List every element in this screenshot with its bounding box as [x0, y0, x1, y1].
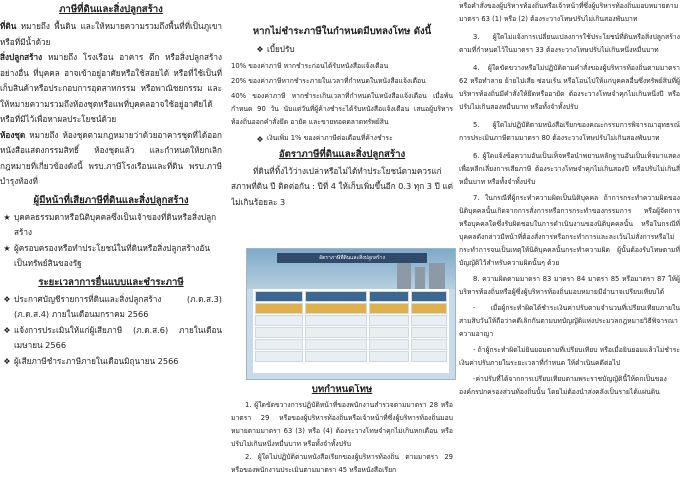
- star-icon: ★: [3, 212, 11, 222]
- table-cell: [305, 291, 367, 302]
- list-item: [0, 292, 222, 323]
- def-building: [0, 50, 222, 128]
- heading-punishment: บทกำหนดโทษ: [311, 384, 373, 395]
- table-cell: [411, 291, 447, 302]
- list-item: [0, 241, 222, 272]
- column-left: [0, 0, 222, 500]
- paragraph: -ค่าปรับที่ได้จากการเปรียบเทียบตามพระราชบัญญัตินี้ให้ตกเป็นขององค์กรปกครองส่วนท้องถิ่นนั้น โดยไม่ต้องนำส่งคลังเป็นรายได้แผ่นดิน: [459, 375, 667, 396]
- heading-schedule: ระยะเวลาการยื่นแบบและชำระภาษี: [38, 276, 184, 288]
- diamond-icon: ❖: [256, 134, 264, 144]
- schedule-item-text: ประกาศบัญชีรายการที่ดินและสิ่งปลูกสร้าง (ภ.ด.ส.3) (ภ.ด.ส.4) ภายในเดือนมกราคม 2566: [14, 293, 222, 319]
- building-shape: [415, 267, 425, 289]
- list-item: [0, 210, 222, 241]
- paragraph: 3. ผู้ใดไม่แจ้งการเปลี่ยนแปลงการใช้ประโยชน์ที่ดินหรือสิ่งปลูกสร้างตามที่กำหนดไว้ในมาตรา 33 ต้องระวางโทษปรับไม่เกินหนึ่งหมื่นบาท: [459, 33, 680, 54]
- table-cell: [369, 291, 409, 302]
- building-shape: [397, 259, 411, 289]
- def-land: [0, 19, 222, 50]
- building-shape: [429, 263, 445, 289]
- table-cell: [255, 327, 303, 338]
- table-cell: [255, 351, 303, 362]
- table-cell: [369, 327, 409, 338]
- image-table: [253, 289, 449, 373]
- list-item: [0, 323, 222, 354]
- heading-rates: อัตราภาษีที่ดินและสิ่งปลูกสร้าง: [278, 148, 406, 160]
- table-cell: [369, 303, 409, 314]
- diamond-icon: ❖: [256, 45, 264, 54]
- def-condo-label: ห้องชุด: [0, 129, 26, 140]
- def-condo: [0, 128, 222, 190]
- paragraph: 6. ผู้ใดแจ้งข้อความอันเป็นเท็จหรือนำพยานหลักฐานอันเป็นเท็จมาแสดงเพื่อหลีกเลี่ยงการเสียภาษี ต้องระวางโทษจำคุกไม่เกินสองปี หรือปรับไม่เกินสี่หมื่นบาท หรือทั้งจำทั้งปรับ: [459, 152, 680, 186]
- table-cell: [369, 351, 409, 362]
- table-cell: [369, 339, 409, 350]
- paragraph: 7. ในกรณีที่ผู้กระทำความผิดเป็นนิติบุคคล ถ้าการกระทำความผิดของ นิติบุคคลนั้นเกิดจากการสั่งการหรือการกระทำของกรรมการ หรือผู้จัดการ หรือบุคคลใดซึ่งรับผิดชอบในการดำเนินงานของนิติบุคคลนั้น หรือในกรณีที่บุคคลดังกล่าวมีหน้าที่ต้องสั่งการหรือกระทำการและละเว้นไม่สั่งการหรือไม่กระทำการจนเป็นเหตุให้นิติบุคคลนั้นกระทำความผิด ผู้นั้นต้องรับโทษตามที่บัญญัติไว้สำหรับความผิดนั้นๆ ด้วย: [459, 194, 680, 267]
- heading-taxpayer: ผู้มีหน้าที่เสียภาษีที่ดินและสิ่งปลูกสร้าง: [33, 194, 189, 206]
- heading-land-tax: ภาษีที่ดินและสิ่งปลูกสร้าง: [59, 4, 163, 15]
- penalty-item: 1. ผู้ใดขัดขวางการปฏิบัติหน้าที่ของพนักงานสำรวจตามมาตรา 28 หรือมาตรา 29 หรือของผู้บริหารท้องถิ่นหรือเจ้าหน้าที่ซึ่งผู้บริหารท้องถิ่นมอบหมายตามมาตรา 63 (3) หรือ (4) ต้องระวางโทษจำคุกไม่เกินหกเดือน หรือปรับไม่เกินหนึ่งหมื่นบาท หรือทั้งจำทั้งปรับ: [231, 401, 453, 448]
- paragraph: 5. ผู้ใดไม่ปฏิบัติตามหนังสือเรียกของคณะกรรมการพิจารณาอุทธรณ์การประเมินภาษีตามมาตรา 80 ต้องระวางโทษปรับไม่เกินสองพันบาท: [459, 121, 680, 142]
- surcharge-text: เงินเพิ่ม 1% ของค่าภาษีต่อเดือนที่ค้างชำระ: [267, 133, 393, 142]
- fine-item: 40% ของค่าภาษี หากชำระเกินเวลาที่กำหนดในหนังสือแจ้งเตือน เมื่อพ้นกำหนด 90 วัน นับแต่วันที่ผู้ค้างชำระได้รับหนังสือแจ้งเตือน เสนอผู้บริหารท้องถิ่นออกคำสั่งยึด อายัด และขายทอดตลาดทรัพย์สิน: [231, 91, 453, 126]
- table-cell: [411, 351, 447, 362]
- table-cell: [369, 315, 409, 326]
- diamond-icon: ❖: [3, 294, 11, 304]
- table-cell: [255, 291, 303, 302]
- paragraph: 8. ความผิดตามมาตรา 83 มาตรา 84 มาตรา 85 หรือมาตรา 87 ให้ผู้บริหารท้องถิ่นหรือผู้ซึ่งผู้บริหารท้องถิ่นมอบหมายมีอำนาจเปรียบเทียบได้: [459, 275, 680, 296]
- table-cell: [305, 303, 367, 314]
- def-land-text: หมายถึง พื้นดิน และให้หมายความรวมถึงพื้นที่ที่เป็นภูเขาหรือที่มีน้ำด้วย: [0, 21, 222, 47]
- schedule-item-text: ผู้เสียภาษีชำระภาษีภายในเดือนมิถุนายน 2566: [14, 355, 179, 366]
- paragraph: 4. ผู้ใดขัดขวางหรือไม่ปฏิบัติตามคำสั่งของผู้บริหารท้องถิ่นตามมาตรา 62 หรือทำลาย ย้ายไปเสีย ซ่อนเร้น หรือโอนไปให้แก่บุคคลอื่นซึ่งทรัพย์สินที่ผู้บริหารท้องถิ่นมีคำสั่งให้ยึดหรืออายัด ต้องระวางโทษจำคุกไม่เกินหนึ่งปี หรือปรับไม่เกินสองหมื่นบาท หรือทั้งจำทั้งปรับ: [459, 64, 680, 111]
- fine-title: [231, 42, 453, 58]
- column-middle-lower: [231, 384, 453, 500]
- table-cell: [411, 327, 447, 338]
- fine-title-text: เบี้ยปรับ: [267, 44, 295, 54]
- table-cell: [305, 351, 367, 362]
- table-cell: [255, 303, 303, 314]
- diamond-icon: ❖: [3, 325, 11, 335]
- star-icon: ★: [3, 243, 11, 253]
- duty-item-text: บุคคลธรรมดาหรือนิติบุคคลซึ่งเป็นเจ้าของที่ดินหรือสิ่งปลูกสร้าง: [14, 211, 217, 237]
- rate-text: ที่ดินที่ทิ้งไว้ว่างเปล่าหรือไม่ได้ทำประโยชน์ตามควรแก่สภาพที่ดิน ปี ติดต่อกัน : ปีที่ 4 ให้เก็บเพิ่มขึ้นอีก 0.3 ทุก 3 ปี แต่ไม่เกินร้อยละ 3: [231, 165, 453, 207]
- table-cell: [305, 315, 367, 326]
- fine-item: 10% ของค่าภาษี หากชำระก่อนได้รับหนังสือแจ้งเตือน: [231, 61, 389, 70]
- def-building-label: สิ่งปลูกสร้าง: [0, 52, 43, 62]
- paragraph: - ถ้าผู้กระทำผิดไม่ยินยอมตามที่เปรียบเทียบ หรือเมื่อยินยอมแล้วไม่ชำระเงินค่าปรับภายในระยะเวลาที่กำหนด ให้ดำเนินคดีต่อไป: [459, 346, 680, 367]
- table-cell: [411, 339, 447, 350]
- schedule-item-text: แจ้งการประเมินให้แก่ผู้เสียภาษี (ภ.ด.ส.6) ภายในเดือนเมษายน 2566: [14, 324, 222, 350]
- table-cell: [305, 327, 367, 338]
- tax-rate-image: [246, 248, 456, 380]
- heading-penalty-late: หากไม่ชำระภาษีในกำหนดมีบทลงโทษ ดังนี้: [252, 26, 432, 37]
- list-item: [0, 354, 222, 370]
- def-condo-text: หมายถึง ห้องชุดตามกฎหมายว่าด้วยอาคารชุดที่ได้ออกหนังสือแสดงกรรมสิทธิ์ ห้องชุดแล้ว และกำหนดให้ยกเลิกกฎหมายที่เกี่ยวข้องดังนี้ พรบ.ภาษีโรงเรือนและที่ดิน พรบ.ภาษีบำรุงท้องที่: [0, 129, 222, 186]
- duty-item-text: ผู้ครอบครองหรือทำประโยชน์ในที่ดินหรือสิ่งปลูกสร้างอันเป็นทรัพย์สินของรัฐ: [14, 242, 210, 268]
- def-land-label: ที่ดิน: [0, 21, 17, 31]
- diamond-icon: ❖: [3, 356, 11, 366]
- table-cell: [255, 315, 303, 326]
- table-cell: [411, 315, 447, 326]
- column-right: [459, 0, 680, 500]
- image-title: อัตราภาษีที่ดินและสิ่งปลูกสร้าง: [277, 253, 427, 263]
- table-cell: [411, 303, 447, 314]
- fine-item: 20% ของค่าภาษีหากชำระภายในเวลาที่กำหนดในหนังสือแจ้งเตือน: [231, 76, 426, 85]
- paragraph: หรือคำสั่งของผู้บริหารท้องถิ่นหรือเจ้าหน้าที่ซึ่งผู้บริหารท้องถิ่นมอบหมายตามมาตรา 63 (1) หรือ (2) ต้องระวางโทษปรับไม่เกินสองพันบาท: [459, 2, 679, 23]
- paragraph: - เมื่อผู้กระทำผิดได้ชำระเงินค่าปรับตามจำนวนที่เปรียบเทียบภายในสามสิบวันให้ถือว่าคดีเลิกกันตามบทบัญญัติแห่งประมวลกฎหมายวิธีพิจารณาความอาญา: [459, 304, 680, 338]
- table-cell: [305, 339, 367, 350]
- surcharge: [231, 132, 453, 147]
- table-cell: [255, 339, 303, 350]
- def-building-text: หมายถึง โรงเรือน อาคาร ตึก หรือสิ่งปลูกสร้างอย่างอื่น ที่บุคคล อาจเข้าอยู่อาศัยหรือใช้สอยได้ หรือที่ใช้เป็นที่เก็บสินค้าหรือประกอบการอุตสาหกรรม หรือพาณิชยกรรม และให้หมายความรวมถึงห้องชุดหรือแพที่บุคคลอาจใช้อยู่อาศัยได้หรือที่มีไว้เพื่อหาผลประโยชน์ด้วย: [0, 52, 222, 124]
- penalty-item: 2. ผู้ใดไม่ปฏิบัติตามหนังสือเรียกของผู้บริหารท้องถิ่น ตามมาตรา 29 หรือของพนักงานประเมินตามมาตรา 45 หรือหนังสือเรียก: [231, 453, 453, 474]
